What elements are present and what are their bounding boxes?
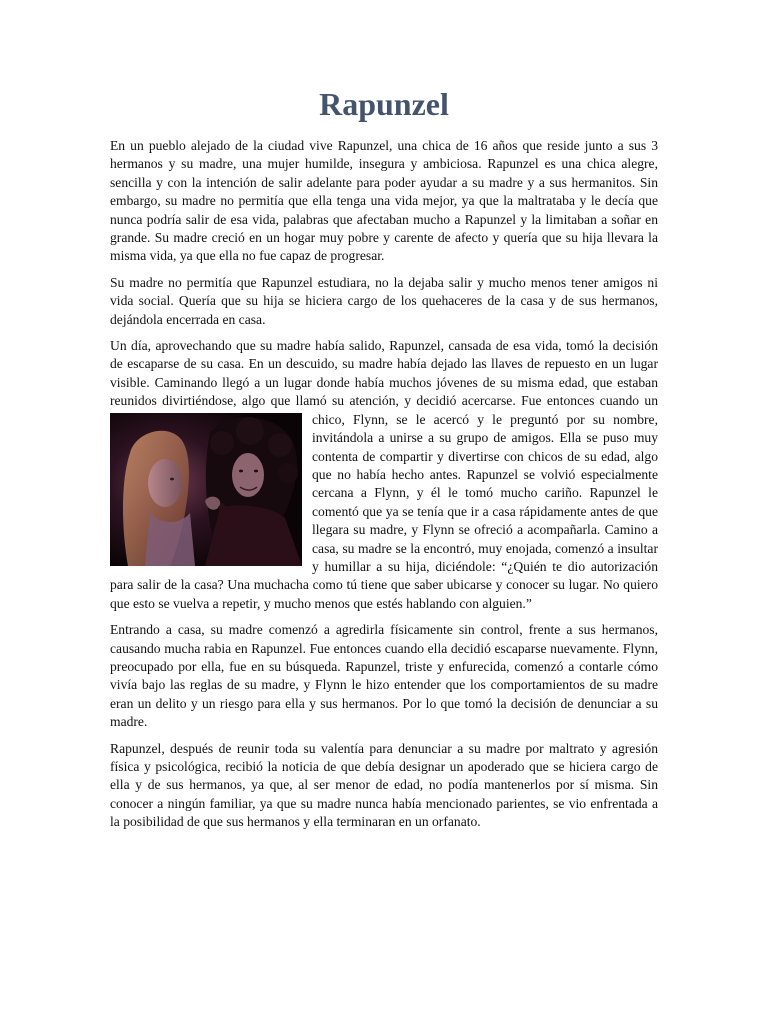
paragraph-5: Rapunzel, después de reunir toda su valentía para denunciar a su madre por maltrato y agresión física y psicológica, recibió la noticia de que debía designar un apoderado que se hiciera cargo de ella y de sus hermanos, ya que, al ser menor de edad, no podía mantenerlos por sí misma. Sin conocer a ningún familiar, ya que su madre nunca había mencionado parientes, se vio enfrentada a la posibilidad de que sus hermanos y ella terminaran en un orfanato. bbox=[110, 740, 658, 830]
paragraph-3 bbox=[110, 337, 658, 613]
paragraph-4: Entrando a casa, su madre comenzó a agredirla físicamente sin control, frente a sus hermanos, causando mucha rabia en Rapunzel. Fue entonces cuando ella decidió escaparse nuevamente. Flynn, preocupado por ella, fue en su búsqueda. Rapunzel, triste y enfurecida, comenzó a contarle cómo vivía bajo las reglas de su madre, y Flynn le hizo entender que los comportamientos de su madre eran un delito y un riesgo para ella y sus hermanos. Por lo que tomó la decisión de denunciar a su madre. bbox=[110, 622, 658, 730]
document-page bbox=[110, 84, 658, 840]
paragraph-2: Su madre no permitía que Rapunzel estudiara, no la dejaba salir y mucho menos tener amigos ni vida social. Quería que su hija se hiciera cargo de los quehaceres de la casa y de sus hermanos, dejándola encerrada en casa. bbox=[110, 274, 658, 327]
rapunzel-gothel-illustration bbox=[110, 413, 302, 566]
paragraph-3-before-image: Un día, aprovechando que su madre había salido, Rapunzel, cansada de esa vida, tomó la decisión de escaparse de su casa. En un descuido, su madre había dejado las llaves de repuesto en un lugar visible. Caminando llegó a un lugar donde había muchos jóvenes de su misma edad, que estaban reunidos divirtiéndose, algo que llamó su atención, y decidió acercarse. Fue entonces cuando un chico, Flynn, se le acercó y le preguntó por bbox=[110, 338, 658, 427]
paragraph-1: En un pueblo alejado de la ciudad vive Rapunzel, una chica de 16 años que reside junto a sus 3 hermanos y su madre, una mujer humilde, insegura y ambiciosa. Rapunzel es una chica alegre, sencilla y con la intención de salir adelante para poder ayudar a su madre y a sus hermanitos. Sin embargo, su madre no permitía que ella tenga una vida mejor, ya que la maltrataba y le decía que nunca podría salir de esa vida, palabras que afectaban mucho a Rapunzel y la limitaban a soñar en grande. Su madre creció en un hogar muy pobre y carente de afecto y quería que su hija llevara la misma vida, ya que ella no fue capaz de progresar. bbox=[110, 138, 658, 264]
paragraph-3-after-image: su nombre, invitándola a unirse a su grupo de amigos. Ella se puso muy contenta de compartir y divertirse con chicos de su edad, algo que no había hecho antes. Rapunzel se volvió especialmente cercana a Flynn, y él le tomó mucho cariño. Rapunzel le comentó que ya se tenía que ir a casa rápidamente antes de que llegara su madre, y Flynn se ofreció a acompañarla. Camino a casa, su madre se la encontró, muy enojada, comenzó a insultar y humillar a su hija, diciéndole: “¿Quién te dio autorización para salir de la casa? Una muchacha como tú tiene que saber ubicarse y conocer su lugar. No quiero que esto se vuelva a repetir, y mucho menos que estés hablando con alguien.” bbox=[110, 411, 658, 611]
document-title: Rapunzel bbox=[319, 86, 449, 122]
illustration-image bbox=[110, 413, 302, 566]
